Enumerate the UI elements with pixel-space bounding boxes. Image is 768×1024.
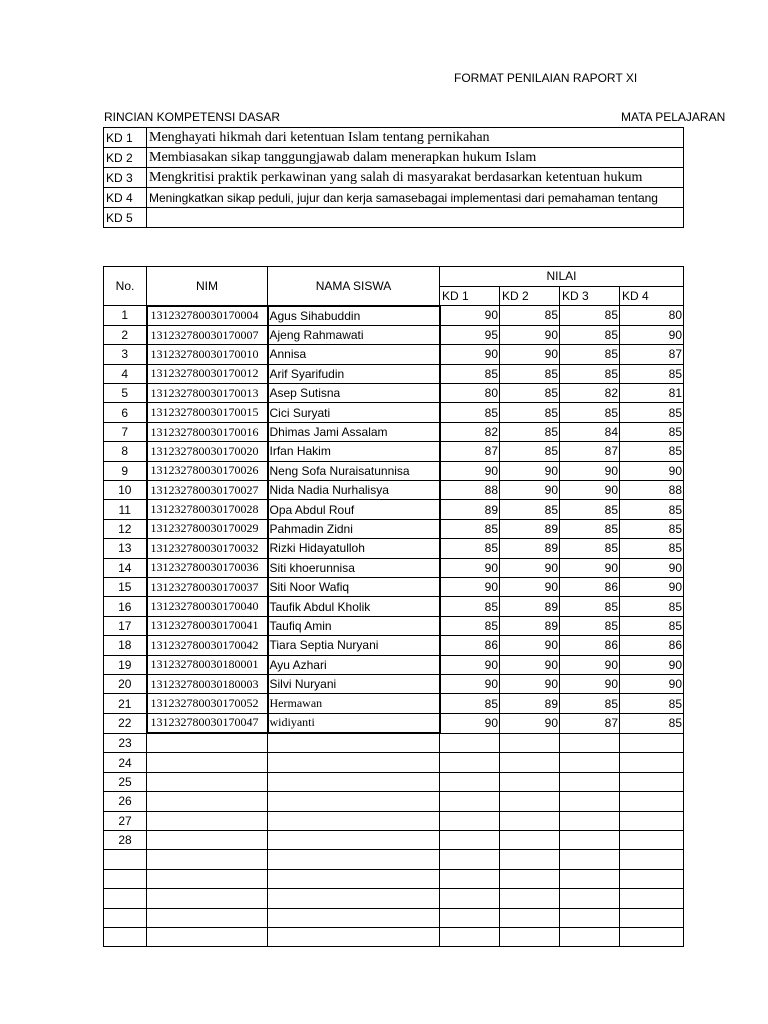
score-kd-4[interactable]: 88 — [620, 481, 684, 500]
score-kd-3[interactable]: 90 — [560, 655, 620, 674]
empty-score-cell[interactable] — [500, 850, 560, 869]
student-name[interactable]: Irfan Hakim — [268, 442, 440, 461]
score-kd-3[interactable]: 85 — [560, 306, 620, 326]
score-kd-2[interactable]: 85 — [500, 422, 560, 441]
student-row — [104, 519, 684, 538]
kd-row — [104, 168, 684, 188]
student-name[interactable]: Cici Suryati — [268, 403, 440, 422]
score-kd-2[interactable]: 90 — [500, 325, 560, 344]
student-row — [104, 345, 684, 364]
student-name[interactable]: Rizki Hidayatulloh — [268, 539, 440, 558]
empty-nim-cell[interactable] — [147, 908, 268, 927]
row-number — [104, 908, 147, 927]
score-kd-2[interactable]: 85 — [500, 403, 560, 422]
student-name[interactable]: Taufik Abdul Kholik — [268, 597, 440, 616]
kd-description[interactable]: Mengkritisi praktik perkawinan yang salah di masyarakat berdasarkan ketentuan hukum — [147, 168, 684, 188]
student-nim[interactable]: 131232780030170027 — [147, 481, 268, 500]
empty-score-cell[interactable] — [620, 831, 684, 850]
empty-score-cell[interactable] — [620, 889, 684, 908]
score-kd-4[interactable]: 86 — [620, 636, 684, 655]
student-number: 9 — [104, 461, 147, 480]
student-nim[interactable]: 131232780030180001 — [147, 655, 268, 674]
row-number: 27 — [104, 811, 147, 830]
score-kd-2[interactable]: 90 — [500, 713, 560, 733]
score-kd-3[interactable]: 86 — [560, 636, 620, 655]
empty-score-cell[interactable] — [440, 753, 500, 772]
score-kd-2[interactable]: 90 — [500, 345, 560, 364]
score-kd-4[interactable]: 90 — [620, 674, 684, 693]
empty-row — [104, 889, 684, 908]
empty-score-cell[interactable] — [500, 792, 560, 811]
kd-code: KD 4 — [104, 188, 147, 208]
header-no: No. — [104, 267, 147, 306]
sheet-title: FORMAT PENILAIAN RAPORT XI — [454, 71, 638, 85]
student-name[interactable]: Siti Noor Wafiq — [268, 577, 440, 596]
student-row — [104, 674, 684, 693]
student-number: 12 — [104, 519, 147, 538]
student-nim[interactable]: 131232780030170036 — [147, 558, 268, 577]
score-kd-1[interactable]: 85 — [440, 539, 500, 558]
empty-score-cell[interactable] — [620, 733, 684, 753]
student-nim[interactable]: 131232780030170013 — [147, 384, 268, 403]
score-kd-2[interactable]: 90 — [500, 577, 560, 596]
kd-table — [103, 127, 684, 228]
empty-score-cell[interactable] — [500, 772, 560, 791]
empty-row — [104, 831, 684, 850]
empty-name-cell[interactable] — [268, 869, 440, 888]
empty-row — [104, 733, 684, 753]
kd-code: KD 1 — [104, 128, 147, 148]
student-nim[interactable]: 131232780030170026 — [147, 461, 268, 480]
header-nim: NIM — [147, 267, 268, 306]
empty-score-cell[interactable] — [560, 889, 620, 908]
empty-score-cell[interactable] — [620, 811, 684, 830]
student-number: 4 — [104, 364, 147, 383]
student-number: 11 — [104, 500, 147, 519]
empty-name-cell[interactable] — [268, 772, 440, 791]
score-kd-3[interactable]: 85 — [560, 403, 620, 422]
empty-row — [104, 928, 684, 947]
empty-score-cell[interactable] — [440, 908, 500, 927]
kd-code: KD 3 — [104, 168, 147, 188]
empty-name-cell[interactable] — [268, 753, 440, 772]
empty-row — [104, 869, 684, 888]
score-kd-3[interactable]: 85 — [560, 597, 620, 616]
score-kd-1[interactable]: 82 — [440, 422, 500, 441]
header-nilai: NILAI — [440, 267, 684, 287]
student-row — [104, 500, 684, 519]
empty-score-cell[interactable] — [500, 831, 560, 850]
score-kd-4[interactable]: 85 — [620, 422, 684, 441]
header-kd-2: KD 2 — [500, 286, 560, 306]
score-kd-1[interactable]: 90 — [440, 713, 500, 733]
student-row — [104, 442, 684, 461]
score-kd-3[interactable]: 85 — [560, 519, 620, 538]
student-name[interactable]: Asep Sutisna — [268, 384, 440, 403]
empty-score-cell[interactable] — [500, 869, 560, 888]
student-number: 18 — [104, 636, 147, 655]
row-number: 25 — [104, 772, 147, 791]
student-nim[interactable]: 131232780030170047 — [147, 713, 268, 733]
student-row — [104, 539, 684, 558]
empty-row — [104, 772, 684, 791]
student-row — [104, 577, 684, 596]
empty-score-cell[interactable] — [560, 831, 620, 850]
kd-description[interactable]: Meningkatkan sikap peduli, jujur dan kerja samasebagai implementasi dari pemahaman tentang — [147, 188, 684, 208]
score-kd-1[interactable]: 89 — [440, 500, 500, 519]
score-kd-4[interactable]: 85 — [620, 500, 684, 519]
empty-score-cell[interactable] — [500, 928, 560, 947]
score-kd-1[interactable]: 85 — [440, 519, 500, 538]
kd-description[interactable]: Menghayati hikmah dari ketentuan Islam tentang pernikahan — [147, 128, 684, 148]
score-kd-1[interactable]: 80 — [440, 384, 500, 403]
empty-nim-cell[interactable] — [147, 850, 268, 869]
score-kd-4[interactable]: 85 — [620, 713, 684, 733]
kd-row — [104, 208, 684, 228]
score-kd-4[interactable]: 85 — [620, 539, 684, 558]
empty-nim-cell[interactable] — [147, 811, 268, 830]
score-kd-1[interactable]: 85 — [440, 616, 500, 635]
student-name[interactable]: Neng Sofa Nuraisatunnisa — [268, 461, 440, 480]
score-kd-2[interactable]: 89 — [500, 539, 560, 558]
student-number: 20 — [104, 674, 147, 693]
score-kd-1[interactable]: 90 — [440, 558, 500, 577]
row-number: 28 — [104, 831, 147, 850]
student-number: 14 — [104, 558, 147, 577]
empty-score-cell[interactable] — [500, 811, 560, 830]
empty-score-cell[interactable] — [620, 792, 684, 811]
score-kd-2[interactable]: 85 — [500, 306, 560, 326]
student-row — [104, 384, 684, 403]
student-number: 2 — [104, 325, 147, 344]
score-kd-2[interactable]: 85 — [500, 384, 560, 403]
score-kd-3[interactable]: 90 — [560, 674, 620, 693]
student-number: 13 — [104, 539, 147, 558]
student-number: 19 — [104, 655, 147, 674]
score-kd-4[interactable]: 81 — [620, 384, 684, 403]
grades-table — [103, 266, 684, 947]
student-row — [104, 481, 684, 500]
student-row — [104, 616, 684, 635]
empty-score-cell[interactable] — [440, 869, 500, 888]
student-nim[interactable]: 131232780030180003 — [147, 674, 268, 693]
empty-score-cell[interactable] — [620, 850, 684, 869]
score-kd-1[interactable]: 88 — [440, 481, 500, 500]
student-name[interactable]: Pahmadin Zidni — [268, 519, 440, 538]
student-name[interactable]: Opa Abdul Rouf — [268, 500, 440, 519]
empty-score-cell[interactable] — [620, 753, 684, 772]
score-kd-2[interactable]: 90 — [500, 674, 560, 693]
student-nim[interactable]: 131232780030170040 — [147, 597, 268, 616]
student-row — [104, 422, 684, 441]
row-number — [104, 928, 147, 947]
empty-name-cell[interactable] — [268, 908, 440, 927]
empty-score-cell[interactable] — [620, 928, 684, 947]
score-kd-2[interactable]: 90 — [500, 558, 560, 577]
score-kd-3[interactable]: 85 — [560, 500, 620, 519]
student-number: 6 — [104, 403, 147, 422]
student-name[interactable]: Silvi Nuryani — [268, 674, 440, 693]
empty-row — [104, 792, 684, 811]
student-name[interactable]: Dhimas Jami Assalam — [268, 422, 440, 441]
student-number: 8 — [104, 442, 147, 461]
score-kd-4[interactable]: 85 — [620, 403, 684, 422]
student-number: 10 — [104, 481, 147, 500]
empty-score-cell[interactable] — [560, 869, 620, 888]
score-kd-2[interactable]: 90 — [500, 636, 560, 655]
header-kd-1: KD 1 — [440, 286, 500, 306]
student-number: 16 — [104, 597, 147, 616]
score-kd-3[interactable]: 87 — [560, 442, 620, 461]
score-kd-1[interactable]: 86 — [440, 636, 500, 655]
score-kd-2[interactable]: 89 — [500, 519, 560, 538]
empty-score-cell[interactable] — [620, 772, 684, 791]
student-nim[interactable]: 131232780030170037 — [147, 577, 268, 596]
student-row — [104, 713, 684, 733]
score-kd-3[interactable]: 85 — [560, 345, 620, 364]
student-name[interactable]: widiyanti — [268, 713, 440, 733]
kd-code: KD 2 — [104, 148, 147, 168]
score-kd-2[interactable]: 85 — [500, 500, 560, 519]
score-kd-3[interactable]: 85 — [560, 539, 620, 558]
empty-score-cell[interactable] — [440, 850, 500, 869]
empty-row — [104, 753, 684, 772]
student-name[interactable]: Agus Sihabuddin — [268, 306, 440, 326]
empty-name-cell[interactable] — [268, 792, 440, 811]
empty-score-cell[interactable] — [500, 733, 560, 753]
empty-score-cell[interactable] — [560, 908, 620, 927]
student-number: 22 — [104, 713, 147, 733]
empty-nim-cell[interactable] — [147, 772, 268, 791]
empty-score-cell[interactable] — [560, 772, 620, 791]
empty-name-cell[interactable] — [268, 831, 440, 850]
empty-nim-cell[interactable] — [147, 869, 268, 888]
score-kd-4[interactable]: 85 — [620, 694, 684, 713]
empty-nim-cell[interactable] — [147, 889, 268, 908]
score-kd-1[interactable]: 85 — [440, 694, 500, 713]
score-kd-1[interactable]: 85 — [440, 403, 500, 422]
empty-name-cell[interactable] — [268, 811, 440, 830]
score-kd-1[interactable]: 85 — [440, 597, 500, 616]
empty-nim-cell[interactable] — [147, 928, 268, 947]
score-kd-4[interactable]: 80 — [620, 306, 684, 326]
student-row — [104, 364, 684, 383]
score-kd-1[interactable]: 95 — [440, 325, 500, 344]
score-kd-3[interactable]: 85 — [560, 694, 620, 713]
student-name[interactable]: Taufiq Amin — [268, 616, 440, 635]
score-kd-1[interactable]: 87 — [440, 442, 500, 461]
student-row — [104, 597, 684, 616]
student-name[interactable]: Hermawan — [268, 694, 440, 713]
empty-score-cell[interactable] — [560, 753, 620, 772]
kd-row — [104, 188, 684, 208]
student-name[interactable]: Nida Nadia Nurhalisya — [268, 481, 440, 500]
score-kd-2[interactable]: 90 — [500, 655, 560, 674]
kd-row — [104, 128, 684, 148]
student-nim[interactable]: 131232780030170032 — [147, 539, 268, 558]
student-number: 3 — [104, 345, 147, 364]
student-nim[interactable]: 131232780030170042 — [147, 636, 268, 655]
empty-score-cell[interactable] — [560, 792, 620, 811]
empty-score-cell[interactable] — [500, 908, 560, 927]
score-kd-4[interactable]: 85 — [620, 597, 684, 616]
student-nim[interactable]: 131232780030170052 — [147, 694, 268, 713]
empty-score-cell[interactable] — [620, 869, 684, 888]
score-kd-4[interactable]: 85 — [620, 442, 684, 461]
student-row — [104, 636, 684, 655]
student-nim[interactable]: 131232780030170012 — [147, 364, 268, 383]
empty-score-cell[interactable] — [440, 928, 500, 947]
empty-nim-cell[interactable] — [147, 733, 268, 753]
student-row — [104, 306, 684, 326]
score-kd-4[interactable]: 87 — [620, 345, 684, 364]
student-nim[interactable]: 131232780030170020 — [147, 442, 268, 461]
empty-score-cell[interactable] — [440, 811, 500, 830]
student-name[interactable]: Tiara Septia Nuryani — [268, 636, 440, 655]
row-number: 24 — [104, 753, 147, 772]
score-kd-3[interactable]: 90 — [560, 461, 620, 480]
score-kd-4[interactable]: 90 — [620, 461, 684, 480]
empty-nim-cell[interactable] — [147, 792, 268, 811]
score-kd-3[interactable]: 85 — [560, 616, 620, 635]
student-nim[interactable]: 131232780030170028 — [147, 500, 268, 519]
score-kd-4[interactable]: 90 — [620, 655, 684, 674]
header-kd-3: KD 3 — [560, 286, 620, 306]
score-kd-2[interactable]: 85 — [500, 364, 560, 383]
empty-name-cell[interactable] — [268, 850, 440, 869]
score-kd-3[interactable]: 90 — [560, 558, 620, 577]
student-nim[interactable]: 131232780030170007 — [147, 325, 268, 344]
score-kd-4[interactable]: 85 — [620, 519, 684, 538]
student-row — [104, 694, 684, 713]
row-number — [104, 850, 147, 869]
kd-row — [104, 148, 684, 168]
row-number: 26 — [104, 792, 147, 811]
empty-score-cell[interactable] — [560, 850, 620, 869]
score-kd-1[interactable]: 90 — [440, 306, 500, 326]
student-name[interactable]: Ajeng Rahmawati — [268, 325, 440, 344]
student-name[interactable]: Annisa — [268, 345, 440, 364]
score-kd-2[interactable]: 90 — [500, 481, 560, 500]
kd-description[interactable]: Membiasakan sikap tanggungjawab dalam menerapkan hukum Islam — [147, 148, 684, 168]
score-kd-1[interactable]: 90 — [440, 655, 500, 674]
empty-score-cell[interactable] — [440, 889, 500, 908]
empty-row — [104, 850, 684, 869]
score-kd-2[interactable]: 89 — [500, 616, 560, 635]
score-kd-4[interactable]: 85 — [620, 364, 684, 383]
row-number — [104, 869, 147, 888]
student-number: 5 — [104, 384, 147, 403]
score-kd-4[interactable]: 90 — [620, 577, 684, 596]
student-nim[interactable]: 131232780030170029 — [147, 519, 268, 538]
empty-score-cell[interactable] — [560, 811, 620, 830]
row-number: 23 — [104, 733, 147, 753]
score-kd-4[interactable]: 90 — [620, 558, 684, 577]
empty-name-cell[interactable] — [268, 733, 440, 753]
score-kd-3[interactable]: 86 — [560, 577, 620, 596]
empty-score-cell[interactable] — [500, 753, 560, 772]
score-kd-2[interactable]: 89 — [500, 694, 560, 713]
empty-score-cell[interactable] — [440, 733, 500, 753]
student-number: 17 — [104, 616, 147, 635]
student-nim[interactable]: 131232780030170015 — [147, 403, 268, 422]
kd-code: KD 5 — [104, 208, 147, 228]
empty-nim-cell[interactable] — [147, 753, 268, 772]
student-name[interactable]: Arif Syarifudin — [268, 364, 440, 383]
student-row — [104, 461, 684, 480]
student-name[interactable]: Siti khoerunnisa — [268, 558, 440, 577]
empty-score-cell[interactable] — [440, 772, 500, 791]
score-kd-2[interactable]: 90 — [500, 461, 560, 480]
header-row-1 — [104, 267, 684, 287]
score-kd-1[interactable]: 90 — [440, 461, 500, 480]
student-number: 15 — [104, 577, 147, 596]
row-number — [104, 889, 147, 908]
header-kd-4: KD 4 — [620, 286, 684, 306]
score-kd-1[interactable]: 90 — [440, 577, 500, 596]
empty-row — [104, 908, 684, 927]
empty-score-cell[interactable] — [560, 733, 620, 753]
student-nim[interactable]: 131232780030170010 — [147, 345, 268, 364]
empty-nim-cell[interactable] — [147, 831, 268, 850]
score-kd-3[interactable]: 82 — [560, 384, 620, 403]
empty-score-cell[interactable] — [440, 831, 500, 850]
score-kd-2[interactable]: 89 — [500, 597, 560, 616]
score-kd-3[interactable]: 87 — [560, 713, 620, 733]
empty-name-cell[interactable] — [268, 928, 440, 947]
student-nim[interactable]: 131232780030170004 — [147, 306, 268, 326]
student-row — [104, 325, 684, 344]
student-name[interactable]: Ayu Azhari — [268, 655, 440, 674]
score-kd-4[interactable]: 85 — [620, 616, 684, 635]
score-kd-3[interactable]: 84 — [560, 422, 620, 441]
student-nim[interactable]: 131232780030170016 — [147, 422, 268, 441]
score-kd-2[interactable]: 85 — [500, 442, 560, 461]
student-row — [104, 403, 684, 422]
score-kd-1[interactable]: 85 — [440, 364, 500, 383]
kd-description[interactable] — [147, 208, 684, 228]
student-row — [104, 655, 684, 674]
rincian-label: RINCIAN KOMPETENSI DASAR — [104, 110, 281, 124]
score-kd-1[interactable]: 90 — [440, 674, 500, 693]
empty-score-cell[interactable] — [440, 792, 500, 811]
score-kd-3[interactable]: 90 — [560, 481, 620, 500]
student-number: 21 — [104, 694, 147, 713]
score-kd-3[interactable]: 85 — [560, 325, 620, 344]
score-kd-3[interactable]: 85 — [560, 364, 620, 383]
student-nim[interactable]: 131232780030170041 — [147, 616, 268, 635]
student-number: 1 — [104, 306, 147, 326]
mata-pelajaran-label: MATA PELAJARAN — [621, 110, 726, 124]
score-kd-4[interactable]: 90 — [620, 325, 684, 344]
student-number: 7 — [104, 422, 147, 441]
empty-score-cell[interactable] — [620, 908, 684, 927]
empty-score-cell[interactable] — [560, 928, 620, 947]
empty-name-cell[interactable] — [268, 889, 440, 908]
student-row — [104, 558, 684, 577]
empty-row — [104, 811, 684, 830]
score-kd-1[interactable]: 90 — [440, 345, 500, 364]
header-nama-siswa: NAMA SISWA — [268, 267, 440, 306]
empty-score-cell[interactable] — [500, 889, 560, 908]
